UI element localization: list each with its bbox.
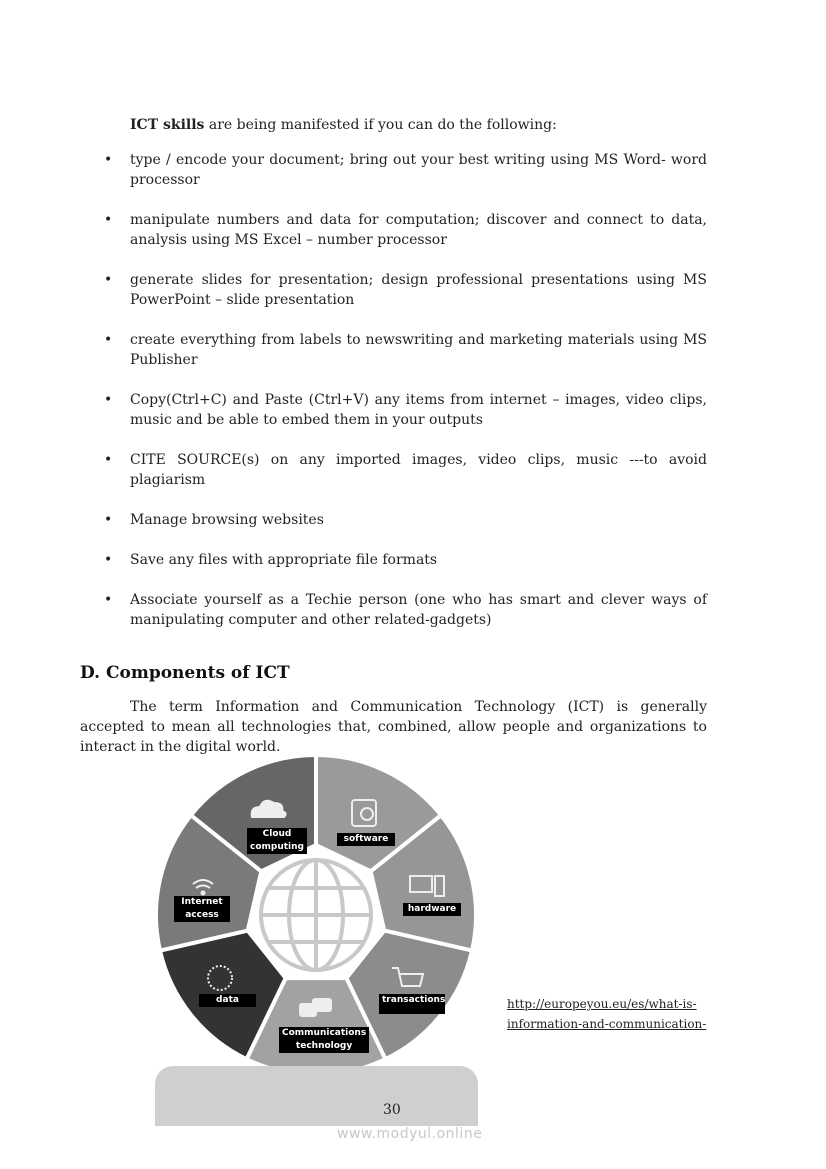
section-paragraph: The term Information and Communication Technology (ICT) is generally accepted to mean all technologies that, combined, allow people and organizations to interact in the digital world. — [80, 699, 707, 755]
page-number: 30 — [383, 1102, 401, 1118]
label-line: Communications — [282, 1028, 367, 1038]
list-item: • create everything from labels to newswriting and marketing materials using MS Publisher — [80, 330, 707, 370]
label-transactions: transactions — [379, 994, 445, 1014]
label-line: computing — [250, 842, 304, 852]
label-cloud-computing — [247, 828, 307, 854]
gray-footer-box — [155, 1066, 478, 1126]
label-internet-access — [174, 896, 230, 922]
intro-text: are being manifested if you can do the following: — [204, 117, 557, 133]
label-line: Cloud — [262, 829, 292, 839]
label-hardware: hardware — [403, 903, 461, 916]
link-line[interactable]: http://europeyou.eu/es/what-is- — [507, 997, 697, 1011]
list-item: • CITE SOURCE(s) on any imported images, video clips, music ---to avoid plagiarism — [80, 450, 707, 490]
label-line: technology — [295, 1041, 353, 1051]
list-item: • Save any files with appropriate file formats — [80, 550, 707, 570]
ict-skills-bold: ICT skills — [130, 117, 205, 133]
section-heading: D. Components of ICT — [80, 663, 290, 683]
list-item: • type / encode your document; bring out your best writing using MS Word- word processor — [80, 150, 707, 190]
link-line[interactable]: information-and-communication- — [507, 1017, 707, 1031]
watermark: www.modyul.online — [337, 1126, 483, 1142]
list-item: • Copy(Ctrl+C) and Paste (Ctrl+V) any items from internet – images, video clips, music and be able to embed them in your outputs — [80, 390, 707, 430]
label-data: data — [199, 994, 256, 1007]
label-line: access — [185, 910, 219, 920]
list-item: • generate slides for presentation; design professional presentations using MS PowerPoint – slide presentation — [80, 270, 707, 310]
label-communications-technology — [279, 1027, 369, 1053]
list-item: • Associate yourself as a Techie person (one who has smart and clever ways of manipulating computer and other related-gadgets) — [80, 590, 707, 630]
list-item: • manipulate numbers and data for computation; discover and connect to data, analysis using MS Excel – number processor — [80, 210, 707, 250]
label-line: Internet — [181, 897, 223, 907]
source-link[interactable] — [507, 994, 706, 1034]
label-software: software — [337, 833, 395, 846]
globe-icon — [261, 860, 371, 970]
list-item: • Manage browsing websites — [80, 510, 707, 530]
